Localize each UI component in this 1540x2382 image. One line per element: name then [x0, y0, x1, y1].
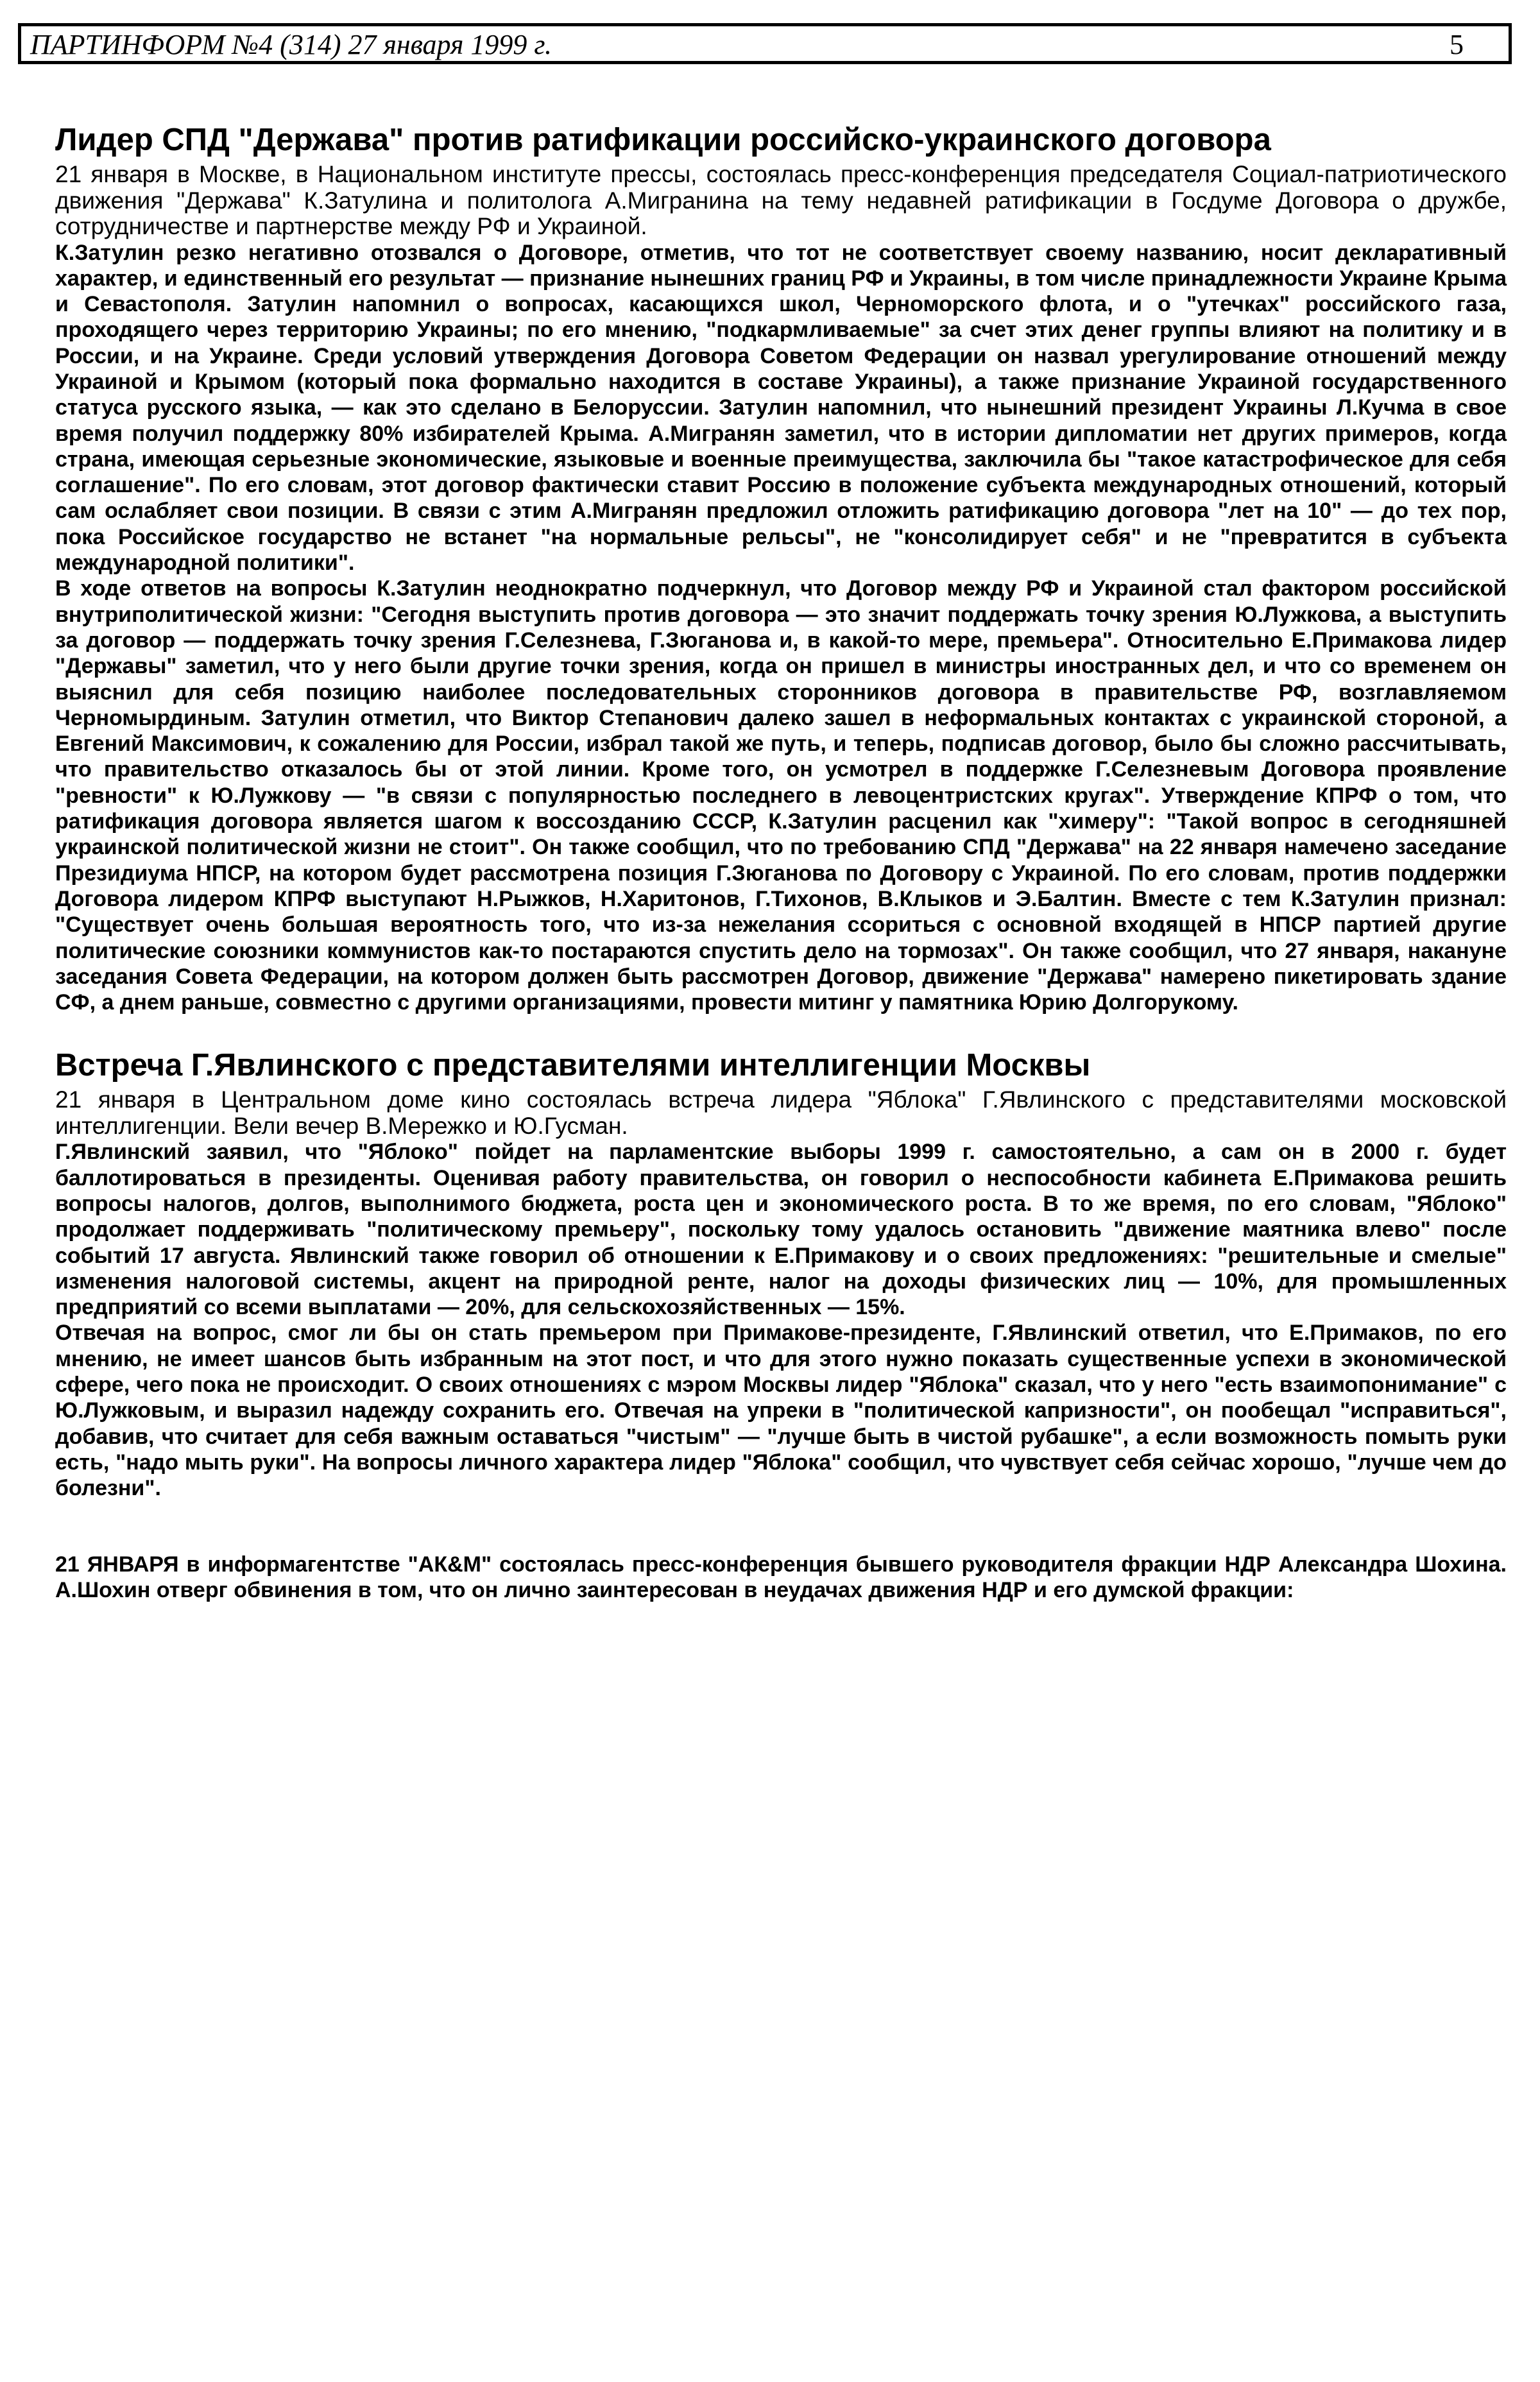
page-number: 5 [1450, 29, 1464, 60]
article-paragraph: В ходе ответов на вопросы К.Затулин неоднократно подчеркнул, что Договор между РФ и Украиной стал фактором российской внутриполитической жизни: "Сегодня выступить против договора — это значит поддержать точку зрения Ю.Лужкова, а выступить за договор — поддержать точку зрения Г.Селезнева, Г.Зюганова и, в какой-то мере, премьера". Относительно Е.Примакова лидер "Державы" заметил, что у него были другие точки зрения, когда он пришел в министры иностранных дел, и что со временем он выяснил для себя позицию наиболее последовательных сторонников договора в правительстве РФ, возглавляемом Черномырдиным. Затулин отметил, что Виктор Степанович далеко зашел в неформальных контактах с украинской стороной, а Евгений Максимович, к сожалению для России, избрал такой же путь, и теперь, подписав договор, было бы сложно рассчитывать, что правительство отказалось бы от этой линии. Кроме того, он усмотрел в поддержке Г.Селезневым Договора проявление "ревности" к Ю.Лужкову — "в связи с популярностью последнего в левоцентристских кругах". Утверждение КПРФ о том, что ратификация договора является шагом к воссозданию СССР, К.Затулин расценил как "химеру": "Такой вопрос в сегодняшней украинской политической жизни не стоит". Он также сообщил, что по требованию СПД "Держава" на 22 января намечено заседание Президиума НПСР, на котором будет рассмотрена позиция Г.Зюганова по Договору с Украиной. По его словам, против поддержки Договора лидером КПРФ выступают Н.Рыжков, Н.Харитонов, Г.Тихонов, В.Клыков и Э.Балтин. Вместе с тем К.Затулин признал: "Существует очень большая вероятность того, что из-за нежелания ссориться с основной входящей в НПСР партией другие политические союзники коммунистов как-то постараются спустить дело на тормозах". Он также сообщил, что 27 января, накануне заседания Совета Федерации, на котором должен быть рассмотрен Договор, движение "Держава" намерено пикетировать здание СФ, а днем раньше, совместно с другими организациями, провести митинг у памятника Юрию Долгорукому. [55, 576, 1507, 1015]
article-yavlinsky [55, 1047, 1507, 1501]
page-content [55, 122, 1507, 1603]
article-title: Встреча Г.Явлинского с представителями интеллигенции Москвы [55, 1048, 1091, 1083]
article-paragraph: К.Затулин резко негативно отозвался о Договоре, отметив, что тот не соответствует своему названию, носит декларативный характер, и единственный его результат — признание нынешних границ РФ и Украины, в том числе принадлежности Украине Крыма и Севастополя. Затулин напомнил о вопросах, касающихся школ, Черноморского флота, и о "утечках" российского газа, проходящего через территорию Украины; по его мнению, "подкармливаемые" за счет этих денег группы влияют на политику и в России, и на Украине. Среди условий утверждения Договора Советом Федерации он назвал урегулирование отношений между Украиной и Крымом (который пока формально находится в составе Украины), а также признание Украиной государственного статуса русского языка, — как это сделано в Белоруссии. Затулин напомнил, что нынешний президент Украины Л.Кучма в свое время получил поддержку 80% избирателей Крыма. А.Мигранян заметил, что в истории дипломатии нет других примеров, когда страна, имеющая серьезные экономические, языковые и военные преимущества, заключила бы "такое катастрофическое для себя соглашение". По его словам, этот договор фактически ставит Россию в положение субъекта международных отношений, который сам ослабляет свои позиции. В связи с этим А.Мигранян предложил отложить ратификацию договора "лет на 10" — до тех пор, пока Российское государство не встанет "на нормальные рельсы", не "консолидирует себя" и не "превратится в субъекта международной политики". [55, 240, 1507, 576]
article-lead: 21 января в Москве, в Национальном институте прессы, состоялась пресс-конференция председателя Социал-патриотического движения "Держава" К.Затулина и политолога А.Мигранина на тему недавней ратификации в Госдуме Договора о дружбе, сотрудничестве и партнерстве между РФ и Украиной. [55, 161, 1507, 239]
article-paragraph: Отвечая на вопрос, смог ли бы он стать премьером при Примакове-президенте, Г.Явлинский ответил, что Е.Примаков, по его мнению, не имеет шансов быть избранным на этот пост, и что для этого нужно показать существенные успехи в экономической сфере, чего пока не происходит. О своих отношениях с мэром Москвы лидер "Яблока" сказал, что у него "есть взаимопонимание" с Ю.Лужковым, и выразил надежду сохранить его. Отвечая на упреки в "политической капризности", он пообещал "исправиться", добавив, что считает для себя важным оставаться "чистым" — "лучше быть в чистой рубашке", а если возможность помыть руки есть, "надо мыть руки". На вопросы личного характера лидер "Яблока" сообщил, что чувствует себя сейчас хорошо, "лучше чем до болезни". [55, 1321, 1507, 1501]
article-derzhava [55, 122, 1507, 1015]
article-lead: 21 января в Центральном доме кино состоялась встреча лидера "Яблока" Г.Явлинского с представителями московской интеллигенции. Вели вечер В.Мережко и Ю.Гусман. [55, 1086, 1507, 1139]
article-title: Лидер СПД "Держава" против ратификации российско-украинского договора [55, 123, 1271, 157]
publication-title: ПАРТИНФОРМ №4 (314) 27 января 1999 г. [30, 29, 552, 60]
page-header [18, 23, 1512, 64]
article-paragraph: Г.Явлинский заявил, что "Яблоко" пойдет на парламентские выборы 1999 г. самостоятельно, а сам он в 2000 г. будет баллотироваться в президенты. Оценивая работу правительства, он говорил о неспособности кабинета Е.Примакова решить вопросы налогов, долгов, выполнимого бюджета, роста цен и экономического роста. В то же время, по его словам, "Яблоко" продолжает поддерживать "политическому премьеру", поскольку тому удалось остановить "движение маятника влево" после событий 17 августа. Явлинский также говорил об отношении к Е.Примакову и о своих предложениях: "решительные и смелые" изменения налоговой системы, акцент на природной ренте, налог на доходы физических лиц — 10%, для промышленных предприятий со всеми выплатами — 20%, для сельскохозяйственных — 15%. [55, 1140, 1507, 1320]
spacer [55, 1534, 1507, 1552]
news-brief-shokhin: 21 ЯНВАРЯ в информагентстве "АК&М" состоялась пресс-конференция бывшего руководителя фракции НДР Александра Шохина. А.Шохин отверг обвинения в том, что он лично заинтересован в неудачах движения НДР и его думской фракции: [55, 1552, 1507, 1602]
